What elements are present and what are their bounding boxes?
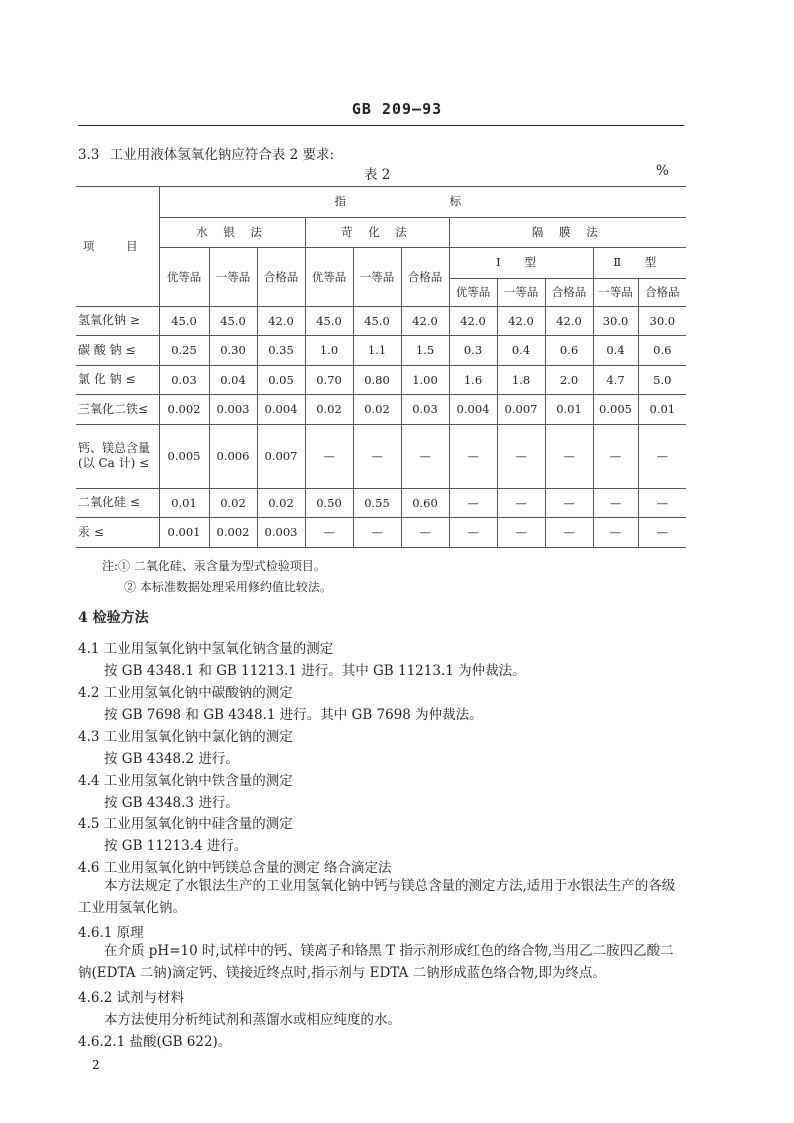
cell: 0.002 bbox=[159, 395, 209, 424]
cell: 0.4 bbox=[593, 336, 638, 365]
section-body: 按 GB 7698 和 GB 4348.1 进行。其中 GB 7698 为仲裁法。 bbox=[104, 707, 483, 723]
cell: 4.7 bbox=[593, 365, 638, 394]
cell: 45.0 bbox=[209, 306, 257, 335]
cell: 45.0 bbox=[159, 306, 209, 335]
section-4-6-1-body: 在介质 pH=10 时,试样中的钙、镁离子和铬黑 T 指示剂形成红色的络合物,当用乙二胺四乙酸二钠(EDTA 二钠)滴定钙、镁接近终点时,指示剂与 EDTA 二钠形成蓝色络合物,即为终点。 bbox=[78, 943, 674, 981]
cell: — bbox=[497, 424, 545, 488]
method-caustic: 苛 化 法 bbox=[305, 217, 449, 248]
cell: 30.0 bbox=[638, 306, 686, 335]
section-body: 按 GB 4348.1 和 GB 11213.1 进行。其中 GB 11213.1 为仲裁法。 bbox=[104, 663, 526, 679]
section-body: 按 GB 4348.3 进行。 bbox=[104, 795, 239, 811]
cell: 1.00 bbox=[401, 365, 449, 394]
cell: — bbox=[401, 424, 449, 488]
section-4-6-2-1: 4.6.2.1 盐酸(GB 622)。 bbox=[78, 1034, 232, 1050]
membrane-type-2: Ⅱ 型 bbox=[593, 248, 686, 279]
section-4-6-1-title: 4.6.1 原理 bbox=[78, 925, 144, 941]
cell: — bbox=[353, 518, 401, 548]
table-row bbox=[76, 365, 686, 394]
header-rule bbox=[78, 125, 684, 126]
section-title: 4.6 工业用氢氧化钠中钙镁总含量的测定 络合滴定法 bbox=[78, 860, 392, 876]
section-3-3-text: 工业用液体氢氧化钠应符合表 2 要求: bbox=[109, 147, 335, 163]
section-body: 按 GB 4348.2 进行。 bbox=[104, 751, 239, 767]
cell: 0.6 bbox=[545, 336, 593, 365]
cell: 1.6 bbox=[449, 365, 497, 394]
section-body: 按 GB 11213.4 进行。 bbox=[104, 838, 248, 854]
table-row bbox=[76, 306, 686, 335]
cell: — bbox=[593, 424, 638, 488]
cell: 30.0 bbox=[593, 306, 638, 335]
table-row bbox=[76, 336, 686, 365]
row-label: 二氧化硅 ≤ bbox=[76, 488, 159, 517]
table-note-1: 注:① 二氧化硅、汞含量为型式检验项目。 bbox=[102, 559, 326, 573]
cell: — bbox=[305, 424, 353, 488]
cell: — bbox=[449, 488, 497, 517]
row-label: 汞 ≤ bbox=[76, 518, 159, 548]
section-title: 4.5 工业用氢氧化钠中硅含量的测定 bbox=[78, 816, 293, 832]
grade-qualified: 合格品 bbox=[257, 248, 305, 307]
grade-superior: 优等品 bbox=[305, 248, 353, 307]
cell: 0.003 bbox=[209, 395, 257, 424]
cell: 42.0 bbox=[449, 306, 497, 335]
cell: 0.03 bbox=[401, 395, 449, 424]
cell: 0.6 bbox=[638, 336, 686, 365]
cell: 0.50 bbox=[305, 488, 353, 517]
cell: 0.60 bbox=[401, 488, 449, 517]
cell: 0.005 bbox=[159, 424, 209, 488]
section-title: 4.4 工业用氢氧化钠中铁含量的测定 bbox=[78, 773, 293, 789]
section-4-6-2-body: 本方法使用分析纯试剂和蒸馏水或相应纯度的水。 bbox=[104, 1012, 401, 1028]
row-label bbox=[76, 424, 159, 488]
row-label-line1: 钙、镁总含量 bbox=[78, 440, 151, 455]
cell: — bbox=[545, 488, 593, 517]
table-row bbox=[76, 518, 686, 548]
table-unit: % bbox=[656, 163, 669, 179]
cell: — bbox=[545, 424, 593, 488]
cell: 0.35 bbox=[257, 336, 305, 365]
cell: 0.3 bbox=[449, 336, 497, 365]
grade-first: 一等品 bbox=[353, 248, 401, 307]
grade-t1-qualified: 合格品 bbox=[545, 278, 593, 306]
page-number: 2 bbox=[92, 1058, 100, 1072]
cell: 0.02 bbox=[305, 395, 353, 424]
section-title: 4.1 工业用氢氧化钠中氢氧化钠含量的测定 bbox=[78, 641, 334, 657]
cell: 0.007 bbox=[257, 424, 305, 488]
cell: 0.04 bbox=[209, 365, 257, 394]
grade-t2-qualified: 合格品 bbox=[638, 278, 686, 306]
cell: 0.004 bbox=[257, 395, 305, 424]
cell: — bbox=[401, 518, 449, 548]
section-title: 4.3 工业用氢氧化钠中氯化钠的测定 bbox=[78, 729, 293, 745]
cell: — bbox=[545, 518, 593, 548]
cell: 0.05 bbox=[257, 365, 305, 394]
membrane-type-1: Ⅰ 型 bbox=[449, 248, 593, 279]
cell: 0.003 bbox=[257, 518, 305, 548]
cell: 0.02 bbox=[353, 395, 401, 424]
cell: — bbox=[497, 488, 545, 517]
method-mercury: 水 银 法 bbox=[159, 217, 305, 248]
cell: — bbox=[449, 424, 497, 488]
cell: 0.01 bbox=[638, 395, 686, 424]
cell: 0.03 bbox=[159, 365, 209, 394]
cell: 0.70 bbox=[305, 365, 353, 394]
row-label: 碳 酸 钠 ≤ bbox=[76, 336, 159, 365]
cell: — bbox=[638, 488, 686, 517]
table-note-2: ② 本标准数据处理采用修约值比较法。 bbox=[124, 580, 332, 594]
cell: — bbox=[638, 518, 686, 548]
cell: 0.002 bbox=[209, 518, 257, 548]
table-caption: 表 2 bbox=[364, 167, 391, 183]
cell: 0.4 bbox=[497, 336, 545, 365]
cell: 0.004 bbox=[449, 395, 497, 424]
cell: — bbox=[497, 518, 545, 548]
cell: 0.02 bbox=[257, 488, 305, 517]
cell: 42.0 bbox=[257, 306, 305, 335]
cell: 0.01 bbox=[545, 395, 593, 424]
cell: — bbox=[305, 518, 353, 548]
cell: — bbox=[593, 518, 638, 548]
cell: 45.0 bbox=[353, 306, 401, 335]
grade-t1-superior: 优等品 bbox=[449, 278, 497, 306]
row-label-line2: (以 Ca 计) ≤ bbox=[78, 456, 150, 471]
cell: 42.0 bbox=[545, 306, 593, 335]
grade-superior: 优等品 bbox=[159, 248, 209, 307]
cell: 1.8 bbox=[497, 365, 545, 394]
row-label: 三氧化二铁≤ bbox=[76, 395, 159, 424]
cell: 45.0 bbox=[305, 306, 353, 335]
section-3-3 bbox=[78, 143, 334, 163]
cell: 0.55 bbox=[353, 488, 401, 517]
section-body: 本方法规定了水银法生产的工业用氢氧化钠中钙与镁总含量的测定方法,适用于水银法生产的各级工业用氢氧化钠。 bbox=[78, 878, 676, 916]
cell: 2.0 bbox=[545, 365, 593, 394]
standard-number-header: GB 209—93 bbox=[351, 100, 443, 118]
cell: 42.0 bbox=[497, 306, 545, 335]
grade-t1-first: 一等品 bbox=[497, 278, 545, 306]
grade-qualified: 合格品 bbox=[401, 248, 449, 307]
row-label: 氢氧化钠 ≥ bbox=[76, 306, 159, 335]
cell: 1.5 bbox=[401, 336, 449, 365]
cell: — bbox=[593, 488, 638, 517]
method-membrane: 隔 膜 法 bbox=[449, 217, 686, 248]
row-label: 氯 化 钠 ≤ bbox=[76, 365, 159, 394]
cell: — bbox=[353, 424, 401, 488]
cell: 0.01 bbox=[159, 488, 209, 517]
cell: 0.007 bbox=[497, 395, 545, 424]
cell: 42.0 bbox=[401, 306, 449, 335]
cell: 5.0 bbox=[638, 365, 686, 394]
cell: 0.005 bbox=[593, 395, 638, 424]
section-4-heading: 4 检验方法 bbox=[78, 610, 149, 626]
section-title: 4.2 工业用氢氧化钠中碳酸钠的测定 bbox=[78, 685, 293, 701]
col-item-header: 项 目 bbox=[76, 187, 159, 307]
cell: 0.30 bbox=[209, 336, 257, 365]
cell: — bbox=[638, 424, 686, 488]
cell: 0.80 bbox=[353, 365, 401, 394]
section-4-6-2-title: 4.6.2 试剂与材料 bbox=[78, 990, 185, 1006]
indicator-header: 指 标 bbox=[159, 187, 686, 218]
table-row bbox=[76, 395, 686, 424]
cell: 1.0 bbox=[305, 336, 353, 365]
cell: 0.25 bbox=[159, 336, 209, 365]
grade-t2-first: 一等品 bbox=[593, 278, 638, 306]
section-3-3-number: 3.3 bbox=[78, 147, 100, 163]
cell: 0.006 bbox=[209, 424, 257, 488]
table-row bbox=[76, 424, 686, 488]
table-row bbox=[76, 488, 686, 517]
cell: 0.001 bbox=[159, 518, 209, 548]
cell: 0.02 bbox=[209, 488, 257, 517]
grade-first: 一等品 bbox=[209, 248, 257, 307]
cell: — bbox=[449, 518, 497, 548]
spec-table bbox=[76, 186, 686, 548]
cell: 1.1 bbox=[353, 336, 401, 365]
